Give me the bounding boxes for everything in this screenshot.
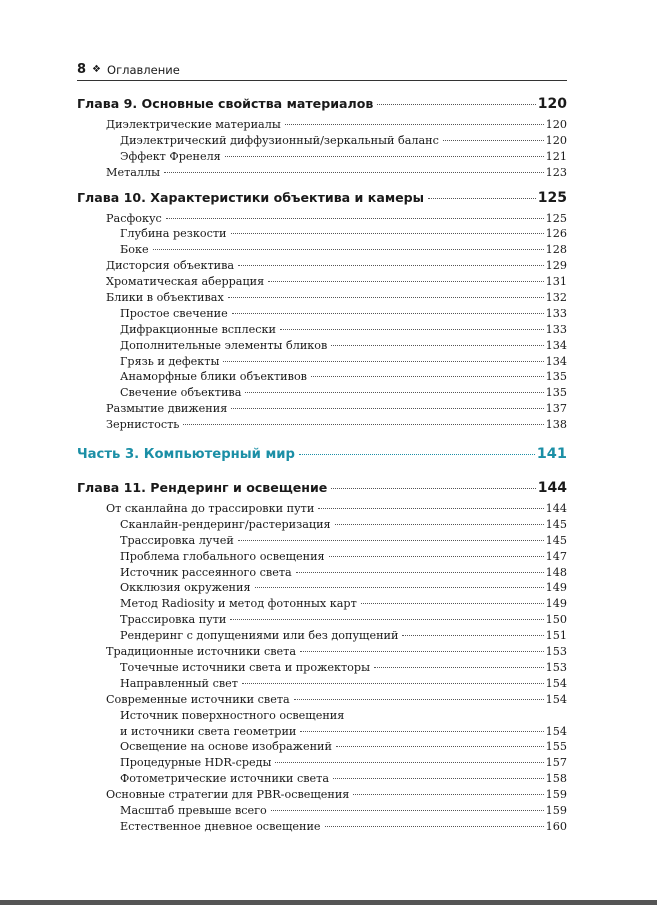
page-number: 8 [77,62,87,77]
toc-entry[interactable]: Боке 128 [120,243,567,257]
toc-entry[interactable]: Современные источники света 154 [106,692,567,706]
running-header [77,62,567,81]
toc-entry[interactable]: Процедурные HDR-среды 157 [120,756,567,770]
toc-entry[interactable]: Дифракционные всплески 133 [120,322,567,336]
toc-chapter-11[interactable]: Глава 11. Рендеринг и освещение 144 [77,480,567,497]
toc-entry[interactable]: Окклюзия окружения 149 [120,581,567,595]
toc-entry[interactable]: Сканлайн-рендеринг/растеризация 145 [120,517,567,531]
toc-entry[interactable]: Простое свечение 133 [120,306,567,320]
toc-entry[interactable]: От сканлайна до трассировки пути 144 [106,502,567,516]
ornament-icon: ❖ [92,64,102,75]
toc-entry[interactable]: Дополнительные элементы бликов 134 [120,338,567,352]
toc-entry[interactable]: и источники света геометрии 154 [120,724,567,738]
toc-chapter-9[interactable]: Глава 9. Основные свойства материалов 120 [77,96,567,112]
toc-entry[interactable]: Масштаб превыше всего 159 [120,803,567,817]
toc-entry[interactable]: Метод Radiosity и метод фотонных карт 149 [120,597,567,611]
toc-entry[interactable]: Рендеринг с допущениями или без допущений 151 [120,629,567,643]
toc-entry[interactable]: Направленный свет 154 [120,676,567,690]
toc-entry[interactable]: Анаморфные блики объективов 135 [120,370,567,384]
toc-entry[interactable]: Проблема глобального освещения 147 [120,549,567,563]
toc-part-3[interactable]: Часть 3. Компьютерный мир 141 [77,446,567,463]
toc-entry[interactable]: Дисторсия объектива 129 [106,259,567,273]
toc-entry[interactable]: Трассировка лучей 145 [120,533,567,547]
toc-entry[interactable]: Источник рассеянного света 148 [120,565,567,579]
toc-entry[interactable]: Хроматическая аберрация 131 [106,275,567,289]
table-of-contents [77,96,567,836]
toc-entry[interactable]: Естественное дневное освещение 160 [120,819,567,833]
running-header-title: Оглавление [107,62,180,77]
toc-entry[interactable]: Размытие движения 137 [106,402,567,416]
toc-entry[interactable]: Расфокус 125 [106,211,567,225]
toc-entry[interactable]: Основные стратегии для PBR-освещения 159 [106,788,567,802]
toc-entry[interactable]: Металлы 123 [106,165,567,179]
toc-entry[interactable]: Трассировка пути 150 [120,613,567,627]
toc-entry[interactable]: Фотометрические источники света 158 [120,772,567,786]
toc-entry[interactable]: Традиционные источники света 153 [106,645,567,659]
toc-chapter-10[interactable]: Глава 10. Характеристики объектива и камеры 125 [77,189,567,206]
toc-entry[interactable]: Зернистость 138 [106,418,567,432]
toc-entry[interactable]: Точечные источники света и прожекторы 153 [120,660,567,674]
toc-entry[interactable]: Свечение объектива 135 [120,386,567,400]
toc-entry[interactable]: Диэлектрические материалы 120 [106,118,567,131]
toc-entry[interactable]: Эффект Френеля 121 [120,149,567,163]
toc-entry[interactable]: Блики в объективах 132 [106,291,567,305]
toc-entry[interactable]: Глубина резкости 126 [120,227,567,241]
page-bottom-edge [0,900,657,905]
toc-entry[interactable]: Освещение на основе изображений 155 [120,740,567,754]
toc-entry-line1[interactable]: Источник поверхностного освещения [120,708,345,722]
toc-entry[interactable]: Грязь и дефекты 134 [120,354,567,368]
toc-entry[interactable]: Диэлектрический диффузионный/зеркальный баланс 120 [120,133,567,147]
